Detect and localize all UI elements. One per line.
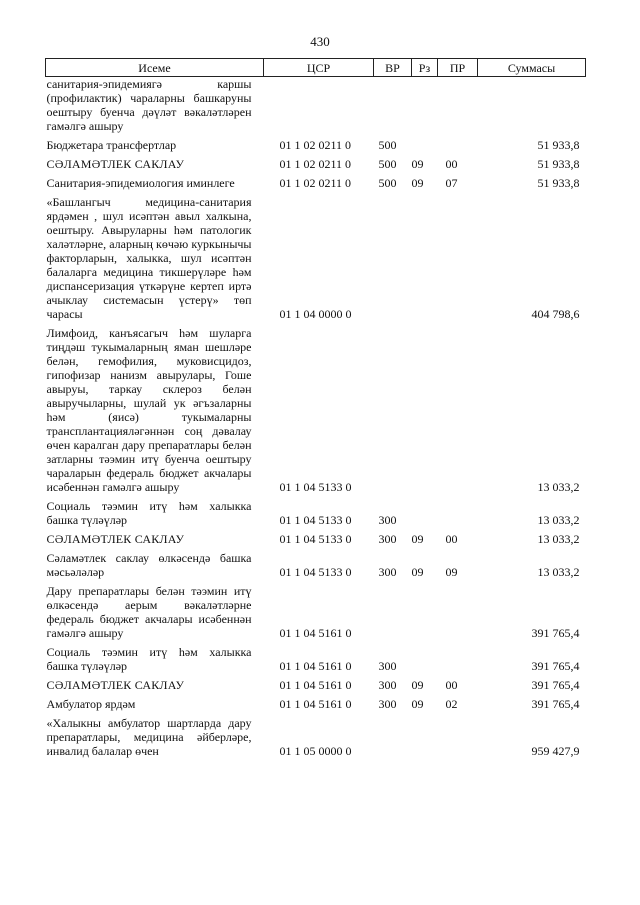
row-sum: 13 033,2 <box>537 513 580 527</box>
row-pr <box>438 644 478 677</box>
row-sum: 404 798,6 <box>531 307 580 321</box>
row-rz <box>412 325 438 498</box>
row-rz: 09 <box>411 532 424 546</box>
row-sum: 959 427,9 <box>531 744 580 758</box>
row-name: Лимфоид, канъясагыч һәм шуларга тиңдәш тукымаларның яман шешләре белән, гемофилия, муковисцидоз, гипофизар нанизм авырулары, Гоше авыруы, таркау склероз белән авыручыларны, шулай ук әгъзаларны һәм (яисә) тукымаларны трансплантацияләгәннән соң дәвалау өчен каралган дару препаратлары белән затларны тәэмин итү буенча оештыру чараларын федераль бюджет акчалары исәбеннән гамәлгә ашыру <box>46 326 252 494</box>
row-sum: 391 765,4 <box>531 678 580 692</box>
row-name: «Халыкны амбулатор шартларда дару препаратлары, медицина әйберләре, инвалид балалар өчен <box>46 716 252 758</box>
row-sum: 13 033,2 <box>537 532 580 546</box>
row-vr: 500 <box>378 138 397 152</box>
row-vr <box>374 77 412 138</box>
row-name: «Башлангыч медицина-санитария ярдәмен , шул исәптән авыл халкына, оештыру. Авыруларны һәм патологик халәтләрне, аларның көчәю куркынычы факторларын, халыкка, шул исәптән балаларга медицина тикшерүләре һәм диспансеризация үткәрүне кертеп иртә ачыклау системасын үстерү» төп чарасы <box>46 195 252 321</box>
page-number: 430 <box>310 34 330 49</box>
row-csr <box>264 77 374 138</box>
row-pr: 00 <box>445 678 458 692</box>
table-row <box>46 175 586 194</box>
row-rz <box>412 137 438 156</box>
table-row <box>46 677 586 696</box>
row-name: СӘЛАМӘТЛЕК САКЛАУ <box>46 532 185 546</box>
row-sum: 13 033,2 <box>537 565 580 579</box>
row-name: Социаль тәэмин итү һәм халыкка башка түләүләр <box>46 645 252 673</box>
row-csr: 01 1 04 5161 0 <box>279 659 352 673</box>
row-csr: 01 1 02 0211 0 <box>279 176 352 190</box>
row-rz <box>412 644 438 677</box>
row-vr: 300 <box>378 532 397 546</box>
row-rz: 09 <box>411 697 424 711</box>
row-rz: 09 <box>411 565 424 579</box>
table-row <box>46 77 586 138</box>
table-row <box>46 325 586 498</box>
row-csr: 01 1 05 0000 0 <box>279 744 352 758</box>
row-name: СӘЛАМӘТЛЕК САКЛАУ <box>46 678 185 692</box>
row-rz <box>412 583 438 644</box>
row-rz <box>412 77 438 138</box>
row-csr: 01 1 02 0211 0 <box>279 138 352 152</box>
row-name: Социаль тәэмин итү һәм халыкка башка түләүләр <box>46 499 252 527</box>
row-csr: 01 1 04 5133 0 <box>279 532 352 546</box>
row-vr: 500 <box>378 176 397 190</box>
row-pr <box>438 137 478 156</box>
row-pr: 00 <box>445 157 458 171</box>
row-vr <box>374 325 412 498</box>
row-pr <box>438 498 478 531</box>
row-rz <box>412 194 438 325</box>
row-pr: 02 <box>445 697 458 711</box>
header-csr: ЦСР <box>264 59 374 77</box>
row-pr <box>438 194 478 325</box>
row-csr: 01 1 04 5133 0 <box>279 565 352 579</box>
table-row <box>46 583 586 644</box>
row-sum: 13 033,2 <box>537 480 580 494</box>
table-row <box>46 696 586 715</box>
row-vr <box>374 715 412 762</box>
row-csr: 01 1 04 5161 0 <box>279 626 352 640</box>
row-csr: 01 1 04 5161 0 <box>279 697 352 711</box>
table-row <box>46 137 586 156</box>
table-row <box>46 550 586 583</box>
row-pr: 00 <box>445 532 458 546</box>
table-header-row <box>46 59 586 77</box>
row-pr <box>438 325 478 498</box>
row-vr <box>374 194 412 325</box>
row-csr: 01 1 04 5161 0 <box>279 678 352 692</box>
row-rz: 09 <box>411 157 424 171</box>
row-name: СӘЛАМӘТЛЕК САКЛАУ <box>46 157 185 171</box>
header-sum: Суммасы <box>478 59 586 77</box>
row-sum: 391 765,4 <box>531 626 580 640</box>
row-name: Бюджетара трансфертлар <box>46 138 177 152</box>
row-vr: 300 <box>378 565 397 579</box>
row-vr: 300 <box>378 678 397 692</box>
row-name: Санитария-эпидемиология иминлеге <box>46 176 235 190</box>
row-csr: 01 1 04 0000 0 <box>279 307 352 321</box>
row-sum: 51 933,8 <box>537 176 580 190</box>
row-sum: 51 933,8 <box>537 138 580 152</box>
row-rz <box>412 498 438 531</box>
row-csr: 01 1 04 5133 0 <box>279 513 352 527</box>
budget-table <box>45 58 586 762</box>
header-pr: ПР <box>438 59 478 77</box>
header-rz: Рз <box>412 59 438 77</box>
row-name: Амбулатор ярдәм <box>46 697 136 711</box>
row-vr: 300 <box>378 659 397 673</box>
row-sum: 391 765,4 <box>531 697 580 711</box>
table-row <box>46 531 586 550</box>
row-pr <box>438 715 478 762</box>
row-sum: 391 765,4 <box>531 659 580 673</box>
row-csr: 01 1 02 0211 0 <box>279 157 352 171</box>
row-vr <box>374 583 412 644</box>
table-row <box>46 644 586 677</box>
table-row <box>46 194 586 325</box>
row-name: санитария-эпидемиягә каршы (профилактик) чараларны башкаруны оештыру буенча дәүләт вәкаләтләрен гамәлгә ашыру <box>46 77 252 133</box>
table-row <box>46 498 586 531</box>
header-name: Исеме <box>46 59 264 77</box>
row-vr: 300 <box>378 513 397 527</box>
row-rz: 09 <box>411 176 424 190</box>
row-vr: 300 <box>378 697 397 711</box>
row-vr: 500 <box>378 157 397 171</box>
row-sum <box>478 77 586 138</box>
row-name: Дару препаратлары белән тәэмин итү өлкәсендә аерым вәкаләтләрне федераль бюджет акчалары исәбеннән гамәлгә ашыру <box>46 584 252 640</box>
row-pr <box>438 77 478 138</box>
row-rz <box>412 715 438 762</box>
row-pr: 07 <box>445 176 458 190</box>
row-pr <box>438 583 478 644</box>
table-row <box>46 156 586 175</box>
header-vr: ВР <box>374 59 412 77</box>
row-name: Сәламәтлек саклау өлкәсендә башка мәсьәләләр <box>46 551 252 579</box>
row-csr: 01 1 04 5133 0 <box>279 480 352 494</box>
row-rz: 09 <box>411 678 424 692</box>
row-pr: 09 <box>445 565 458 579</box>
row-sum: 51 933,8 <box>537 157 580 171</box>
table-row <box>46 715 586 762</box>
